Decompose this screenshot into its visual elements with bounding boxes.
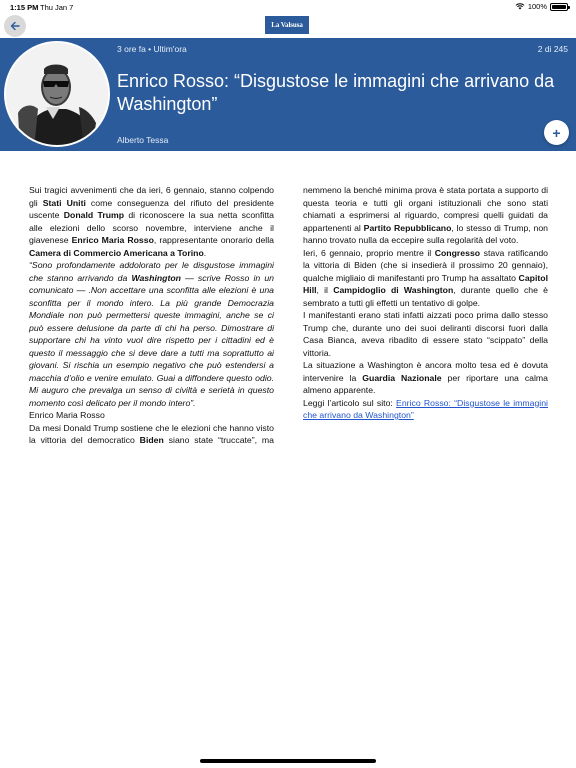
bold-text: Stati Uniti [42, 197, 86, 208]
article-title: Enrico Rosso: “Disgustose le immagini che arrivano da Washington” [117, 71, 555, 114]
article-paragraph [29, 184, 274, 259]
text-run: Sui tragici avvenimenti che da ieri, 6 gennaio, stanno colpendo gli [29, 185, 274, 208]
read-more-line [303, 397, 548, 422]
add-button[interactable]: + [544, 120, 569, 145]
quote-signature: Enrico Maria Rosso [29, 410, 105, 420]
bold-text: Campidoglio di Washington [333, 285, 454, 295]
text-run: , rappresentante onorario della [153, 235, 274, 245]
text-run: stava ratificando la vittoria di Biden (che si insedierà il prossimo 20 gennaio), qualche migliaio di manifestanti pro Trump ha assaltato [303, 247, 548, 283]
home-indicator[interactable] [200, 759, 376, 763]
bold-text: Enrico Maria Rosso [71, 235, 154, 245]
article-quote [29, 259, 274, 409]
text-run: per riportare una calma almeno apparente. [303, 372, 549, 395]
battery-percent: 100% [527, 2, 547, 11]
status-right [515, 2, 568, 11]
read-more-link[interactable]: Enrico Rosso: “Disgustose le immagini che arrivano da Washington” [303, 397, 548, 420]
article-paragraph [303, 247, 548, 310]
bold-text: Camera di Commercio Americana a Torino [29, 247, 204, 258]
bold-text: Biden [139, 435, 164, 445]
text-run: Ieri, 6 gennaio, proprio mentre il [303, 247, 435, 258]
text-run: — scrive Rosso in un comunicato — .Non accettare una sconfitta alle elezioni è una sconfitta per il mondo intero. La più grande Democrazia Mondiale non può permettersi queste immagini, anche se ci può essere delusione da parte di chi ha perso. Dimostrare di supportare chi ha vinto vuol dire rispetto per i cittadini ed è questo il messaggio che si deve dare a tutti ma soprattutto ai giovani. Si rischia un esempio negativo che può estendersi a macchia d’olio e venire emulato. Guai a diffondere questo odio. Mi auguro che prevalga un senso di civiltà e serietà in questo momento così delicato per il mondo intero”. [29, 272, 274, 408]
article-body [29, 184, 548, 447]
bold-text: Partito Repubblicano [363, 222, 452, 233]
text-run: La situazione a Washington è ancora molto tesa ed è dovuta intervenire la [303, 360, 548, 383]
bold-text: Guardia Nazionale [362, 372, 442, 383]
text-run: come conseguenza del rifiuto del presidente uscente [29, 197, 274, 220]
wifi-icon [515, 3, 525, 10]
status-time: 1:15 PM [10, 3, 39, 12]
text-run: , durante quello che è sembrato a tutti gli effetti un tentativo di golpe. [303, 285, 548, 308]
text-run: di riconoscere la sua netta sconfitta alle elezioni dello scorso novembre, interviene anche il giavenese [29, 210, 275, 245]
back-button[interactable] [4, 15, 26, 37]
status-date: Thu Jan 7 [40, 3, 74, 12]
bold-text: Congresso [434, 247, 481, 258]
article-paragraph: I manifestanti erano stati infatti aizzati poco prima dallo stesso Trump che, durante uno dei suoi deliranti discorsi fuori dalla Casa Bianca, aveva ribadito di essere stato “scippato” della vittoria. [303, 310, 548, 358]
article-author: Alberto Tessa [117, 135, 169, 145]
bold-text: Capitol Hill [303, 272, 548, 295]
status-bar [0, 0, 576, 14]
bold-text: Washington [131, 272, 181, 283]
author-portrait-image [6, 43, 110, 147]
author-photo [4, 41, 110, 147]
article-hero [0, 38, 576, 151]
la-valsusa-logo: La Valsusa [265, 16, 309, 34]
text-run: , lo stesso di Trump, non hanno trovato nulla da eccepire sulla regolarità del voto. [303, 222, 548, 245]
text-run: “Sono profondamente addolorato per le disgustose immagini che stanno arrivando da [29, 260, 274, 283]
read-more-prefix: Leggi l’articolo sul sito: [303, 397, 397, 408]
text-run: Da mesi Donald Trump sostiene che le elezioni che hanno visto la vittoria del democratico [29, 422, 274, 445]
bold-text: Donald Trump [63, 210, 125, 220]
article-meta: 3 ore fa • Ultim'ora [117, 44, 187, 54]
arrow-left-icon [9, 20, 21, 32]
text-run: . [203, 247, 207, 258]
battery-icon [550, 3, 568, 11]
article-counter: 2 di 245 [537, 44, 568, 54]
text-run: , il [316, 285, 334, 295]
text-run: siano state “truccate”, ma nemmeno la benché minima prova è stata portata a supporto di questa teoria e tutti gli organi istituzionali che sono stati chiamati a esprimersi al riguardo, compresi quelli guidati da appartenenti al [163, 185, 548, 445]
article-paragraph [303, 359, 548, 397]
